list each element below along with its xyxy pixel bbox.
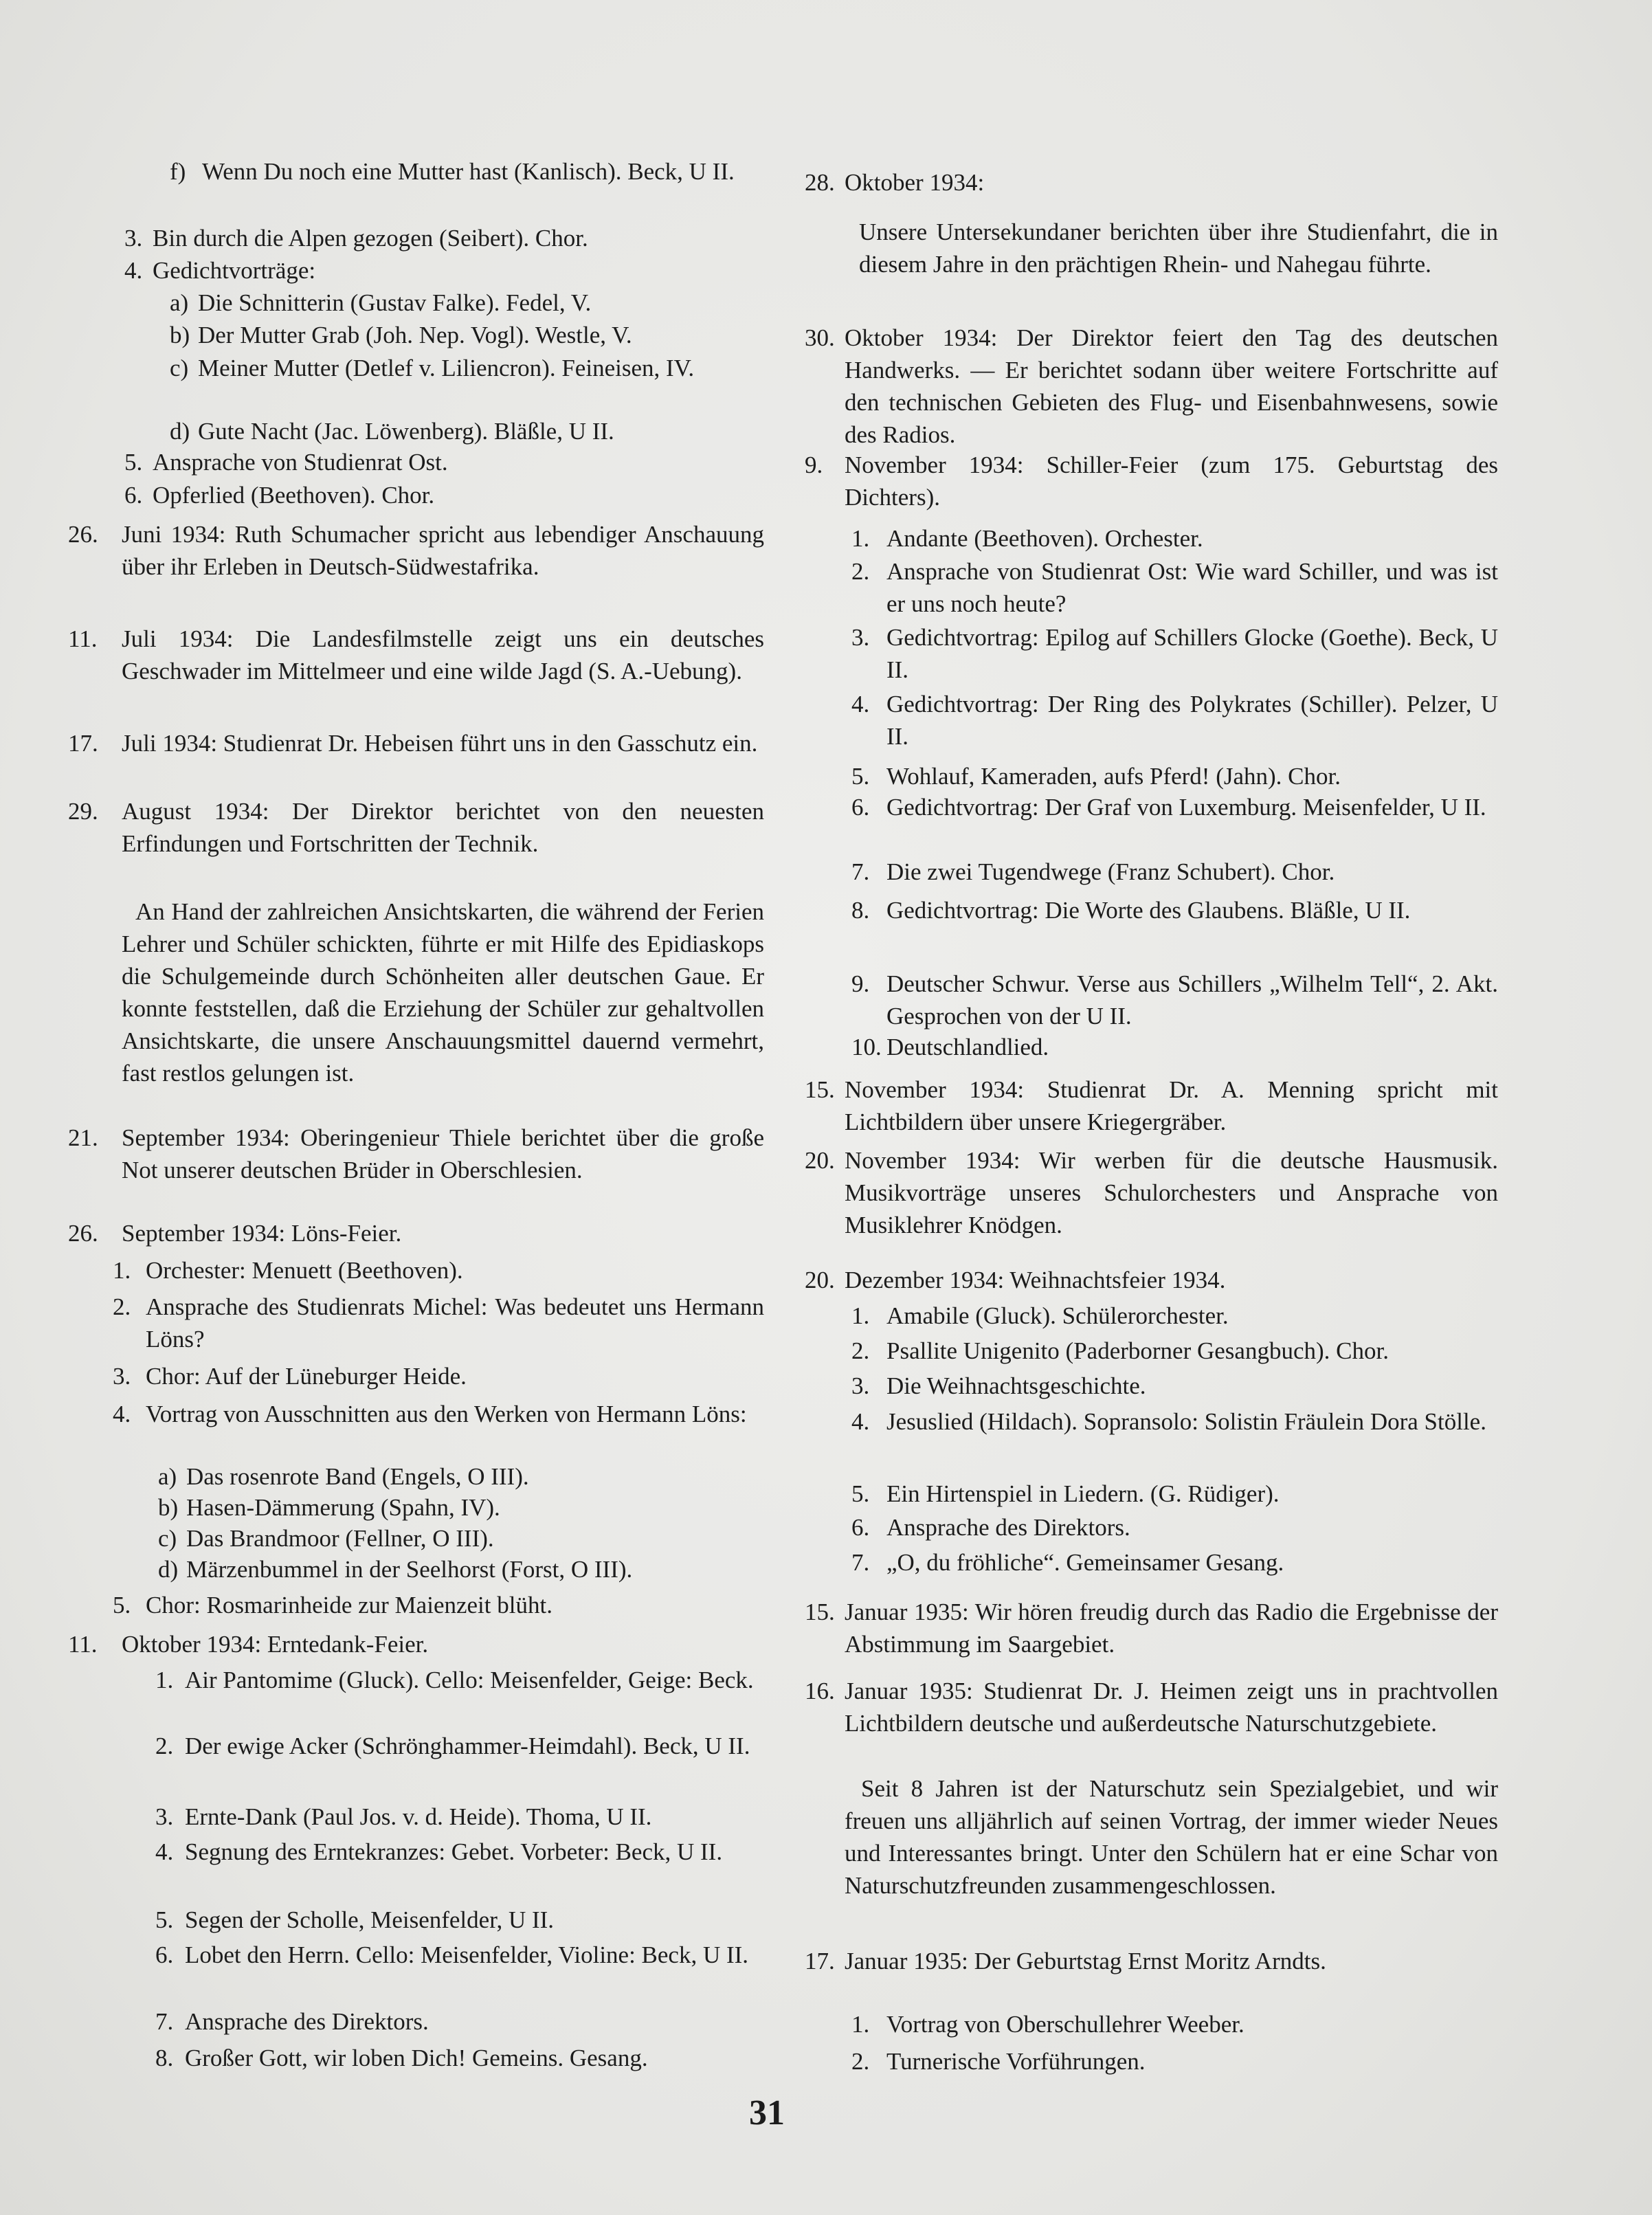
entry-number: f) <box>170 158 186 185</box>
entry-text: Großer Gott, wir loben Dich! Gemeins. Gesang. <box>185 2045 648 2071</box>
entry-number: 4. <box>124 257 143 284</box>
entry-text: Chor: Rosmarinheide zur Maienzeit blüht. <box>146 1592 552 1618</box>
entry-number: 3. <box>113 1363 131 1390</box>
entry-number: 15. <box>805 1076 835 1103</box>
entry-number: 11. <box>68 1631 98 1658</box>
entry-number: 30. <box>805 324 835 351</box>
entry-number: 1. <box>851 525 870 552</box>
entry-text: Psallite Unigenito (Paderborner Gesangbuch). Chor. <box>886 1337 1389 1364</box>
entry-text: Die Schnitterin (Gustav Falke). Fedel, V. <box>198 289 592 316</box>
entry-number: 3. <box>155 1803 174 1830</box>
entry-number: d) <box>158 1556 179 1583</box>
entry-text: Die Weihnachtsgeschichte. <box>886 1372 1146 1399</box>
entry-text: Opferlied (Beethoven). Chor. <box>153 482 435 509</box>
entry-text: Jesuslied (Hildach). Sopransolo: Solistin Fräulein Dora Stölle. <box>886 1408 1486 1435</box>
entry-text: Der Mutter Grab (Joh. Nep. Vogl). Westle, V. <box>198 322 632 348</box>
entry-number: 4. <box>155 1838 174 1865</box>
entry-text: Vortrag von Oberschullehrer Weeber. <box>886 2011 1244 2038</box>
entry-number: 10. <box>851 1034 882 1060</box>
entry-text: Oktober 1934: Der Direktor feiert den Tag des deutschen Handwerks. — Er berichtet sodann über weitere Fortschritte auf den technischen Gebieten des Flug- und Eisenbahnwesens, sowie des Radios. <box>845 324 1498 448</box>
entry-text: Gute Nacht (Jac. Löwenberg). Bläßle, U II. <box>198 418 614 445</box>
entry-number: 2. <box>155 1733 174 1759</box>
entry-text: Die zwei Tugendwege (Franz Schubert). Chor. <box>886 858 1335 885</box>
entry-number: 26. <box>68 1220 98 1247</box>
entry-number: b) <box>158 1494 179 1521</box>
entry-text: Vortrag von Ausschnitten aus den Werken von Hermann Löns: <box>146 1401 747 1427</box>
entry-text: Juni 1934: Ruth Schumacher spricht aus lebendiger Anschauung über ihr Erleben in Deutsch-Südwestafrika. <box>122 521 764 580</box>
entry-text: Meiner Mutter (Detlef v. Liliencron). Feineisen, IV. <box>198 355 695 381</box>
entry-text: Segnung des Erntekranzes: Gebet. Vorbeter: Beck, U II. <box>185 1838 723 1865</box>
entry-number: 17. <box>68 730 98 757</box>
entry-text: Dezember 1934: Weihnachtsfeier 1934. <box>845 1267 1226 1293</box>
entry-text: Orchester: Menuett (Beethoven). <box>146 1257 463 1284</box>
entry-text: Seit 8 Jahren ist der Naturschutz sein Spezialgebiet, und wir freuen uns alljährlich auf seinen Vortrag, der immer wieder Neues und Interessantes bringt. Unter den Schülern hat er eine Schar von Naturschutzfreunden zusammengeschlossen. <box>845 1775 1498 1899</box>
entry-number: a) <box>170 289 189 316</box>
entry-number: 28. <box>805 169 835 196</box>
entry-number: 2. <box>851 558 870 585</box>
entry-text: Bin durch die Alpen gezogen (Seibert). Chor. <box>153 225 588 252</box>
entry-number: 11. <box>68 625 98 652</box>
entry-number: 6. <box>155 1941 174 1968</box>
entry-number: b) <box>170 322 190 348</box>
entry-text: Januar 1935: Wir hören freudig durch das Radio die Ergebnisse der Abstimmung im Saargebiet. <box>845 1599 1498 1658</box>
entry-text: Amabile (Gluck). Schülerorchester. <box>886 1302 1229 1329</box>
entry-text: Ansprache von Studienrat Ost. <box>153 449 448 476</box>
entry-number: 8. <box>851 897 870 924</box>
entry-text: November 1934: Wir werben für die deutsche Hausmusik. Musikvorträge unseres Schulorchesters und Ansprache von Musiklehrer Knödgen. <box>845 1147 1498 1238</box>
entry-text: Oktober 1934: Erntedank-Feier. <box>122 1631 429 1658</box>
entry-text: Gedichtvortrag: Die Worte des Glaubens. Bläßle, U II. <box>886 897 1411 924</box>
entry-text: Oktober 1934: <box>845 169 985 196</box>
entry-text: Ansprache des Direktors. <box>886 1514 1130 1541</box>
entry-text: Januar 1935: Studienrat Dr. J. Heimen zeigt uns in prachtvollen Lichtbildern deutsche und außerdeutsche Naturschutzgebiete. <box>845 1678 1498 1737</box>
entry-text: Gedichtvortrag: Der Graf von Luxemburg. Meisenfelder, U II. <box>886 794 1486 821</box>
entry-number: 4. <box>851 1408 870 1435</box>
entry-number: 3. <box>851 1372 870 1399</box>
entry-text: Ansprache von Studienrat Ost: Wie ward Schiller, und was ist er uns noch heute? <box>886 558 1498 617</box>
entry-number: 6. <box>851 794 870 821</box>
entry-number: 20. <box>805 1147 835 1174</box>
entry-text: Lobet den Herrn. Cello: Meisenfelder, Violine: Beck, U II. <box>185 1941 749 1968</box>
entry-number: 1. <box>155 1667 174 1693</box>
entry-text: Das Brandmoor (Fellner, O III). <box>186 1525 494 1552</box>
entry-number: 1. <box>113 1257 131 1284</box>
entry-text: September 1934: Löns-Feier. <box>122 1220 402 1247</box>
entry-text: Air Pantomime (Gluck). Cello: Meisenfelder, Geige: Beck. <box>185 1667 754 1693</box>
entry-number: 7. <box>155 2008 174 2035</box>
entry-text: Juli 1934: Studienrat Dr. Hebeisen führt uns in den Gasschutz ein. <box>122 730 758 757</box>
entry-number: 21. <box>68 1124 98 1151</box>
entry-number: a) <box>158 1463 177 1490</box>
entry-number: 7. <box>851 858 870 885</box>
entry-text: Wohlauf, Kameraden, aufs Pferd! (Jahn). Chor. <box>886 763 1341 790</box>
entry-number: 6. <box>124 482 143 509</box>
entry-text: Wenn Du noch eine Mutter hast (Kanlisch). Beck, U II. <box>202 158 735 185</box>
entry-number: 5. <box>851 763 870 790</box>
entry-number: 1. <box>851 1302 870 1329</box>
entry-number: 5. <box>113 1592 131 1618</box>
entry-number: 3. <box>124 225 143 252</box>
entry-text: Gedichtvorträge: <box>153 257 316 284</box>
entry-number: d) <box>170 418 190 445</box>
entry-number: 1. <box>851 2011 870 2038</box>
entry-number: 2. <box>851 1337 870 1364</box>
page-number: 31 <box>749 2093 785 2133</box>
entry-text: Gedichtvortrag: Der Ring des Polykrates (Schiller). Pelzer, U II. <box>886 691 1498 750</box>
entry-number: 5. <box>155 1906 174 1933</box>
entry-text: Segen der Scholle, Meisenfelder, U II. <box>185 1906 555 1933</box>
entry-text: Gedichtvortrag: Epilog auf Schillers Glocke (Goethe). Beck, U II. <box>886 624 1498 683</box>
entry-number: 8. <box>155 2045 174 2071</box>
entry-text: September 1934: Oberingenieur Thiele berichtet über die große Not unserer deutschen Brüder in Oberschlesien. <box>122 1124 764 1183</box>
entry-text: Ernte-Dank (Paul Jos. v. d. Heide). Thoma, U II. <box>185 1803 652 1830</box>
entry-number: 3. <box>851 624 870 651</box>
entry-text: Ansprache des Direktors. <box>185 2008 429 2035</box>
entry-number: c) <box>170 355 189 381</box>
entry-text: Der ewige Acker (Schrönghammer-Heimdahl). Beck, U II. <box>185 1733 750 1759</box>
entry-text: Deutscher Schwur. Verse aus Schillers „Wilhelm Tell“, 2. Akt. Gesprochen von der U II. <box>886 970 1498 1029</box>
entry-text: Andante (Beethoven). Orchester. <box>886 525 1203 552</box>
entry-text: Januar 1935: Der Geburtstag Ernst Moritz Arndts. <box>845 1948 1326 1974</box>
entry-text: Ein Hirtenspiel in Liedern. (G. Rüdiger). <box>886 1480 1280 1507</box>
entry-text: Deutschlandlied. <box>886 1034 1049 1060</box>
entry-text: Juli 1934: Die Landesfilmstelle zeigt uns ein deutsches Geschwader im Mittelmeer und eine wilde Jagd (S. A.-Uebung). <box>122 625 764 684</box>
entry-text: November 1934: Studienrat Dr. A. Menning spricht mit Lichtbildern über unsere Kriegergräber. <box>845 1076 1498 1135</box>
entry-text: Turnerische Vorführungen. <box>886 2048 1146 2075</box>
entry-text: Unsere Untersekundaner berichten über ihre Studienfahrt, die in diesem Jahre in den prächtigen Rhein- und Nahegau führte. <box>859 219 1498 278</box>
entry-text: Hasen-Dämmerung (Spahn, IV). <box>186 1494 500 1521</box>
entry-text: Chor: Auf der Lüneburger Heide. <box>146 1363 467 1390</box>
entry-text: Das rosenrote Band (Engels, O III). <box>186 1463 529 1490</box>
entry-text: Ansprache des Studienrats Michel: Was bedeutet uns Hermann Löns? <box>146 1293 764 1353</box>
entry-number: 20. <box>805 1267 835 1293</box>
entry-text: An Hand der zahlreichen Ansichtskarten, die während der Ferien Lehrer und Schüler schickten, führte er mit Hilfe des Epidiaskops die Schulgemeinde durch Schönheiten aller deutschen Gaue. Er konnte feststellen, daß die Erziehung der Schüler zur gehaltvollen Ansichtskarte, die unsere Anschauungsmittel dauernd vermehrt, fast restlos gelungen ist. <box>122 898 764 1087</box>
entry-number: 9. <box>851 970 870 997</box>
entry-number: 7. <box>851 1549 870 1576</box>
entry-number: 5. <box>851 1480 870 1507</box>
entry-text: August 1934: Der Direktor berichtet von den neuesten Erfindungen und Fortschritten der Technik. <box>122 798 764 857</box>
entry-number: 15. <box>805 1599 835 1625</box>
entry-number: 29. <box>68 798 98 825</box>
entry-text: November 1934: Schiller-Feier (zum 175. Geburtstag des Dichters). <box>845 452 1498 511</box>
entry-number: 26. <box>68 521 98 548</box>
entry-number: 17. <box>805 1948 835 1974</box>
entry-number: 2. <box>113 1293 131 1320</box>
entry-number: 4. <box>851 691 870 717</box>
entry-number: 2. <box>851 2048 870 2075</box>
entry-number: 4. <box>113 1401 131 1427</box>
entry-number: c) <box>158 1525 177 1552</box>
entry-text: Märzenbummel in der Seelhorst (Forst, O III). <box>186 1556 633 1583</box>
entry-text: „O, du fröhliche“. Gemeinsamer Gesang. <box>886 1549 1284 1576</box>
entry-number: 6. <box>851 1514 870 1541</box>
entry-number: 16. <box>805 1678 835 1704</box>
entry-number: 9. <box>805 452 823 478</box>
entry-number: 5. <box>124 449 143 476</box>
